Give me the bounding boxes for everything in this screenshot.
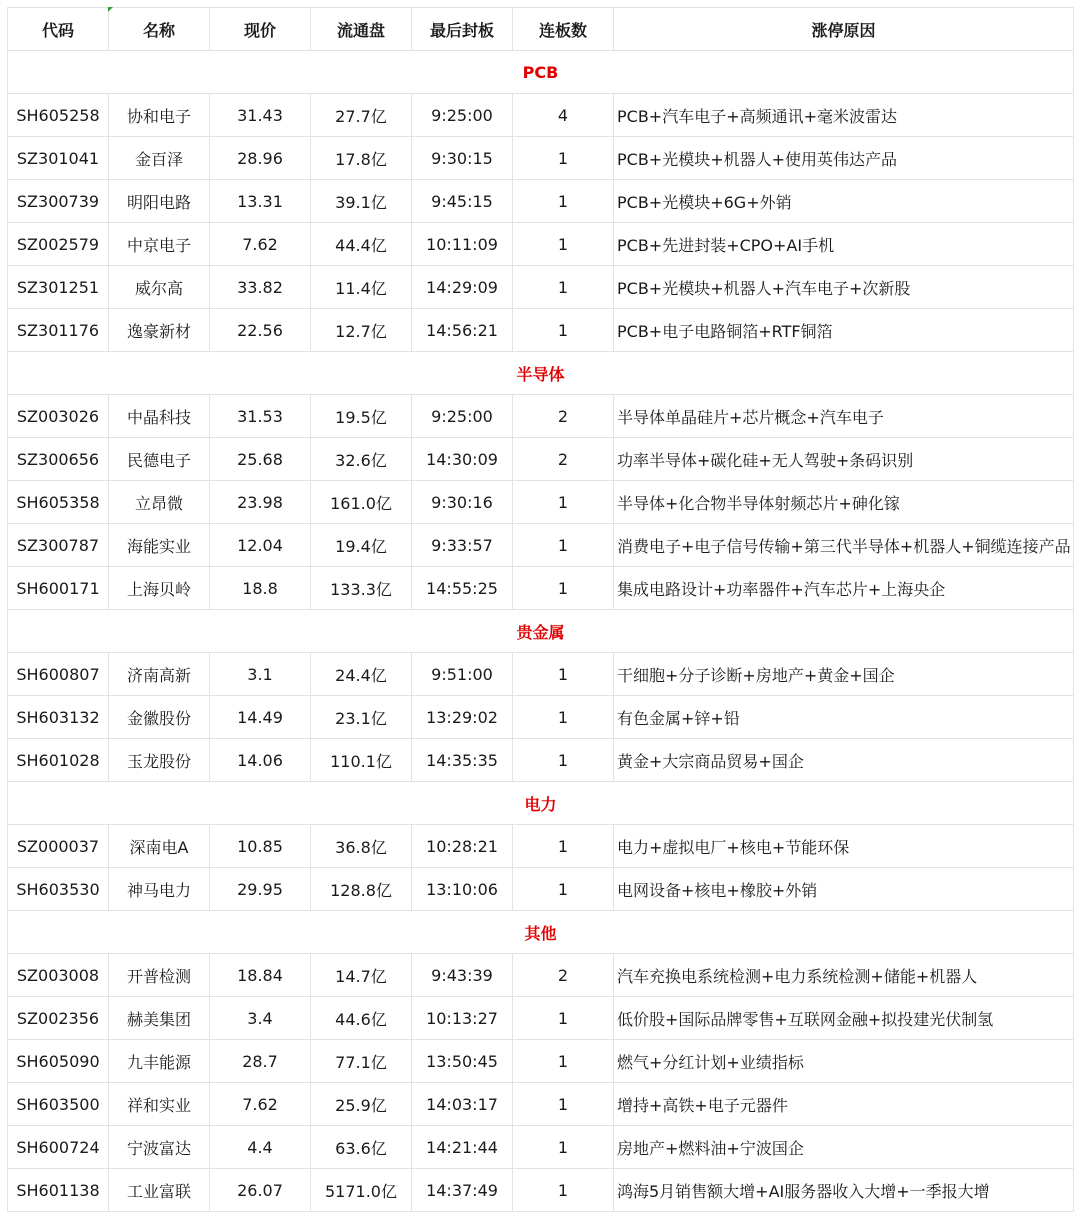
table-row[interactable] xyxy=(8,825,1074,868)
float-shares-cell: 17.8亿 xyxy=(311,137,412,180)
last-seal-time-cell: 14:56:21 xyxy=(412,309,513,352)
price-cell: 33.82 xyxy=(210,266,311,309)
stock-name-cell: 深南电A xyxy=(109,825,210,868)
limit-up-reason-cell: 有色金属+锌+铅 xyxy=(614,696,1074,739)
float-shares-cell: 77.1亿 xyxy=(311,1040,412,1083)
limit-up-reason-cell: 电力+虚拟电厂+核电+节能环保 xyxy=(614,825,1074,868)
limit-up-reason-cell: 增持+高铁+电子元器件 xyxy=(614,1083,1074,1126)
table-row[interactable] xyxy=(8,438,1074,481)
float-shares-cell: 36.8亿 xyxy=(311,825,412,868)
float-shares-cell: 19.4亿 xyxy=(311,524,412,567)
stock-name-cell: 协和电子 xyxy=(109,94,210,137)
float-shares-cell: 44.6亿 xyxy=(311,997,412,1040)
float-shares-cell: 110.1亿 xyxy=(311,739,412,782)
stock-code-cell: SZ300656 xyxy=(8,438,109,481)
price-cell: 12.04 xyxy=(210,524,311,567)
limit-up-reason-cell: 干细胞+分子诊断+房地产+黄金+国企 xyxy=(614,653,1074,696)
float-shares-cell: 23.1亿 xyxy=(311,696,412,739)
stock-code-cell: SZ000037 xyxy=(8,825,109,868)
last-seal-time-cell: 10:11:09 xyxy=(412,223,513,266)
header-row xyxy=(8,8,1074,51)
consecutive-boards-cell: 1 xyxy=(513,223,614,266)
last-seal-time-cell: 9:45:15 xyxy=(412,180,513,223)
price-cell: 14.49 xyxy=(210,696,311,739)
table-row[interactable] xyxy=(8,137,1074,180)
table-row[interactable] xyxy=(8,997,1074,1040)
stock-name-cell: 金百泽 xyxy=(109,137,210,180)
float-shares-cell: 19.5亿 xyxy=(311,395,412,438)
table-row[interactable] xyxy=(8,94,1074,137)
limit-up-reason-cell: 低价股+国际品牌零售+互联网金融+拟投建光伏制氢 xyxy=(614,997,1074,1040)
section-title: 其他 xyxy=(8,911,1074,954)
stock-name-cell: 玉龙股份 xyxy=(109,739,210,782)
stock-name-cell: 赫美集团 xyxy=(109,997,210,1040)
stock-name-cell: 逸豪新材 xyxy=(109,309,210,352)
column-header-name[interactable]: 名称 xyxy=(109,8,210,51)
cell-comment-marker xyxy=(108,7,113,12)
consecutive-boards-cell: 1 xyxy=(513,739,614,782)
section-title: 半导体 xyxy=(8,352,1074,395)
consecutive-boards-cell: 1 xyxy=(513,137,614,180)
last-seal-time-cell: 14:03:17 xyxy=(412,1083,513,1126)
consecutive-boards-cell: 1 xyxy=(513,266,614,309)
float-shares-cell: 32.6亿 xyxy=(311,438,412,481)
stock-name-cell: 祥和实业 xyxy=(109,1083,210,1126)
last-seal-time-cell: 9:43:39 xyxy=(412,954,513,997)
consecutive-boards-cell: 1 xyxy=(513,1083,614,1126)
price-cell: 25.68 xyxy=(210,438,311,481)
limit-up-reason-cell: 黄金+大宗商品贸易+国企 xyxy=(614,739,1074,782)
stock-code-cell: SH601138 xyxy=(8,1169,109,1212)
stock-name-cell: 神马电力 xyxy=(109,868,210,911)
limit-up-reason-cell: 电网设备+核电+橡胶+外销 xyxy=(614,868,1074,911)
stock-code-cell: SZ003026 xyxy=(8,395,109,438)
table-row[interactable] xyxy=(8,180,1074,223)
consecutive-boards-cell: 1 xyxy=(513,1126,614,1169)
price-cell: 28.96 xyxy=(210,137,311,180)
price-cell: 10.85 xyxy=(210,825,311,868)
limit-up-reason-cell: 消费电子+电子信号传输+第三代半导体+机器人+铜缆连接产品 xyxy=(614,524,1074,567)
stock-name-cell: 开普检测 xyxy=(109,954,210,997)
table-row[interactable] xyxy=(8,266,1074,309)
limit-up-reason-cell: PCB+先进封装+CPO+AI手机 xyxy=(614,223,1074,266)
stock-code-cell: SZ002579 xyxy=(8,223,109,266)
table-row[interactable] xyxy=(8,309,1074,352)
float-shares-cell: 128.8亿 xyxy=(311,868,412,911)
limit-up-reason-cell: PCB+光模块+6G+外销 xyxy=(614,180,1074,223)
price-cell: 14.06 xyxy=(210,739,311,782)
stock-name-cell: 金徽股份 xyxy=(109,696,210,739)
last-seal-time-cell: 10:13:27 xyxy=(412,997,513,1040)
consecutive-boards-cell: 1 xyxy=(513,868,614,911)
table-row[interactable] xyxy=(8,739,1074,782)
stock-code-cell: SH600171 xyxy=(8,567,109,610)
price-cell: 13.31 xyxy=(210,180,311,223)
table-row[interactable] xyxy=(8,868,1074,911)
stock-name-cell: 宁波富达 xyxy=(109,1126,210,1169)
float-shares-cell: 12.7亿 xyxy=(311,309,412,352)
last-seal-time-cell: 9:33:57 xyxy=(412,524,513,567)
price-cell: 28.7 xyxy=(210,1040,311,1083)
stock-name-cell: 上海贝岭 xyxy=(109,567,210,610)
price-cell: 31.53 xyxy=(210,395,311,438)
float-shares-cell: 11.4亿 xyxy=(311,266,412,309)
last-seal-time-cell: 9:30:15 xyxy=(412,137,513,180)
table-row[interactable] xyxy=(8,223,1074,266)
section-row xyxy=(8,51,1074,94)
float-shares-cell: 133.3亿 xyxy=(311,567,412,610)
stock-name-cell: 工业富联 xyxy=(109,1169,210,1212)
column-header-last-seal[interactable]: 最后封板 xyxy=(412,8,513,51)
limit-up-reason-cell: PCB+光模块+机器人+使用英伟达产品 xyxy=(614,137,1074,180)
last-seal-time-cell: 14:37:49 xyxy=(412,1169,513,1212)
stock-code-cell: SZ003008 xyxy=(8,954,109,997)
last-seal-time-cell: 9:30:16 xyxy=(412,481,513,524)
consecutive-boards-cell: 1 xyxy=(513,524,614,567)
stock-code-cell: SH603132 xyxy=(8,696,109,739)
price-cell: 7.62 xyxy=(210,223,311,266)
column-header-float[interactable]: 流通盘 xyxy=(311,8,412,51)
consecutive-boards-cell: 2 xyxy=(513,438,614,481)
last-seal-time-cell: 9:51:00 xyxy=(412,653,513,696)
stock-name-cell: 海能实业 xyxy=(109,524,210,567)
table-row[interactable] xyxy=(8,524,1074,567)
limit-up-table xyxy=(7,7,1074,1212)
stock-code-cell: SZ301176 xyxy=(8,309,109,352)
consecutive-boards-cell: 1 xyxy=(513,825,614,868)
float-shares-cell: 39.1亿 xyxy=(311,180,412,223)
stock-name-cell: 济南高新 xyxy=(109,653,210,696)
stock-code-cell: SH600724 xyxy=(8,1126,109,1169)
float-shares-cell: 24.4亿 xyxy=(311,653,412,696)
price-cell: 18.84 xyxy=(210,954,311,997)
stock-code-cell: SH605258 xyxy=(8,94,109,137)
price-cell: 29.95 xyxy=(210,868,311,911)
table-row[interactable] xyxy=(8,481,1074,524)
limit-up-reason-cell: 半导体单晶硅片+芯片概念+汽车电子 xyxy=(614,395,1074,438)
last-seal-time-cell: 14:30:09 xyxy=(412,438,513,481)
limit-up-reason-cell: 集成电路设计+功率器件+汽车芯片+上海央企 xyxy=(614,567,1074,610)
limit-up-reason-cell: PCB+电子电路铜箔+RTF铜箔 xyxy=(614,309,1074,352)
float-shares-cell: 25.9亿 xyxy=(311,1083,412,1126)
table-row[interactable] xyxy=(8,395,1074,438)
stock-code-cell: SZ301251 xyxy=(8,266,109,309)
stock-code-cell: SZ300787 xyxy=(8,524,109,567)
stock-name-cell: 九丰能源 xyxy=(109,1040,210,1083)
limit-up-reason-cell: 鸿海5月销售额大增+AI服务器收入大增+一季报大增 xyxy=(614,1169,1074,1212)
table-body xyxy=(8,51,1074,1212)
table-row[interactable] xyxy=(8,696,1074,739)
consecutive-boards-cell: 1 xyxy=(513,1169,614,1212)
price-cell: 4.4 xyxy=(210,1126,311,1169)
table-row[interactable] xyxy=(8,1169,1074,1212)
stock-code-cell: SZ301041 xyxy=(8,137,109,180)
last-seal-time-cell: 14:55:25 xyxy=(412,567,513,610)
table-row[interactable] xyxy=(8,954,1074,997)
price-cell: 3.4 xyxy=(210,997,311,1040)
float-shares-cell: 63.6亿 xyxy=(311,1126,412,1169)
consecutive-boards-cell: 2 xyxy=(513,954,614,997)
stock-code-cell: SZ002356 xyxy=(8,997,109,1040)
stock-name-cell: 威尔高 xyxy=(109,266,210,309)
table-row[interactable] xyxy=(8,567,1074,610)
float-shares-cell: 14.7亿 xyxy=(311,954,412,997)
limit-up-reason-cell: PCB+光模块+机器人+汽车电子+次新股 xyxy=(614,266,1074,309)
column-header-code[interactable]: 代码 xyxy=(8,8,109,51)
stock-name-cell: 中晶科技 xyxy=(109,395,210,438)
float-shares-cell: 161.0亿 xyxy=(311,481,412,524)
section-row xyxy=(8,911,1074,954)
limit-up-reason-cell: PCB+汽车电子+高频通讯+毫米波雷达 xyxy=(614,94,1074,137)
last-seal-time-cell: 9:25:00 xyxy=(412,94,513,137)
consecutive-boards-cell: 1 xyxy=(513,653,614,696)
last-seal-time-cell: 13:50:45 xyxy=(412,1040,513,1083)
section-title: 贵金属 xyxy=(8,610,1074,653)
last-seal-time-cell: 14:35:35 xyxy=(412,739,513,782)
consecutive-boards-cell: 1 xyxy=(513,997,614,1040)
limit-up-reason-cell: 燃气+分红计划+业绩指标 xyxy=(614,1040,1074,1083)
price-cell: 23.98 xyxy=(210,481,311,524)
table-row[interactable] xyxy=(8,1083,1074,1126)
stock-name-cell: 明阳电路 xyxy=(109,180,210,223)
column-header-price[interactable]: 现价 xyxy=(210,8,311,51)
stock-code-cell: SH601028 xyxy=(8,739,109,782)
consecutive-boards-cell: 1 xyxy=(513,567,614,610)
float-shares-cell: 5171.0亿 xyxy=(311,1169,412,1212)
stock-code-cell: SH605358 xyxy=(8,481,109,524)
limit-up-reason-cell: 房地产+燃料油+宁波国企 xyxy=(614,1126,1074,1169)
section-title: 电力 xyxy=(8,782,1074,825)
section-row xyxy=(8,610,1074,653)
stock-code-cell: SH603530 xyxy=(8,868,109,911)
limit-up-reason-cell: 半导体+化合物半导体射频芯片+砷化镓 xyxy=(614,481,1074,524)
last-seal-time-cell: 10:28:21 xyxy=(412,825,513,868)
consecutive-boards-cell: 1 xyxy=(513,481,614,524)
consecutive-boards-cell: 1 xyxy=(513,696,614,739)
stock-code-cell: SH605090 xyxy=(8,1040,109,1083)
stock-name-cell: 立昂微 xyxy=(109,481,210,524)
limit-up-reason-cell: 汽车充换电系统检测+电力系统检测+储能+机器人 xyxy=(614,954,1074,997)
stock-code-cell: SH603500 xyxy=(8,1083,109,1126)
last-seal-time-cell: 13:10:06 xyxy=(412,868,513,911)
table-row[interactable] xyxy=(8,653,1074,696)
section-row xyxy=(8,782,1074,825)
table-row[interactable] xyxy=(8,1126,1074,1169)
section-row xyxy=(8,352,1074,395)
consecutive-boards-cell: 1 xyxy=(513,1040,614,1083)
last-seal-time-cell: 14:29:09 xyxy=(412,266,513,309)
price-cell: 26.07 xyxy=(210,1169,311,1212)
price-cell: 31.43 xyxy=(210,94,311,137)
column-header-boards[interactable]: 连板数 xyxy=(513,8,614,51)
consecutive-boards-cell: 4 xyxy=(513,94,614,137)
stock-code-cell: SH600807 xyxy=(8,653,109,696)
last-seal-time-cell: 14:21:44 xyxy=(412,1126,513,1169)
stock-name-cell: 中京电子 xyxy=(109,223,210,266)
consecutive-boards-cell: 2 xyxy=(513,395,614,438)
float-shares-cell: 44.4亿 xyxy=(311,223,412,266)
last-seal-time-cell: 9:25:00 xyxy=(412,395,513,438)
table-row[interactable] xyxy=(8,1040,1074,1083)
price-cell: 22.56 xyxy=(210,309,311,352)
limit-up-reason-cell: 功率半导体+碳化硅+无人驾驶+条码识别 xyxy=(614,438,1074,481)
column-header-reason[interactable]: 涨停原因 xyxy=(614,8,1074,51)
stock-code-cell: SZ300739 xyxy=(8,180,109,223)
price-cell: 7.62 xyxy=(210,1083,311,1126)
section-title: PCB xyxy=(8,51,1074,94)
price-cell: 3.1 xyxy=(210,653,311,696)
float-shares-cell: 27.7亿 xyxy=(311,94,412,137)
last-seal-time-cell: 13:29:02 xyxy=(412,696,513,739)
price-cell: 18.8 xyxy=(210,567,311,610)
stock-name-cell: 民德电子 xyxy=(109,438,210,481)
consecutive-boards-cell: 1 xyxy=(513,309,614,352)
consecutive-boards-cell: 1 xyxy=(513,180,614,223)
